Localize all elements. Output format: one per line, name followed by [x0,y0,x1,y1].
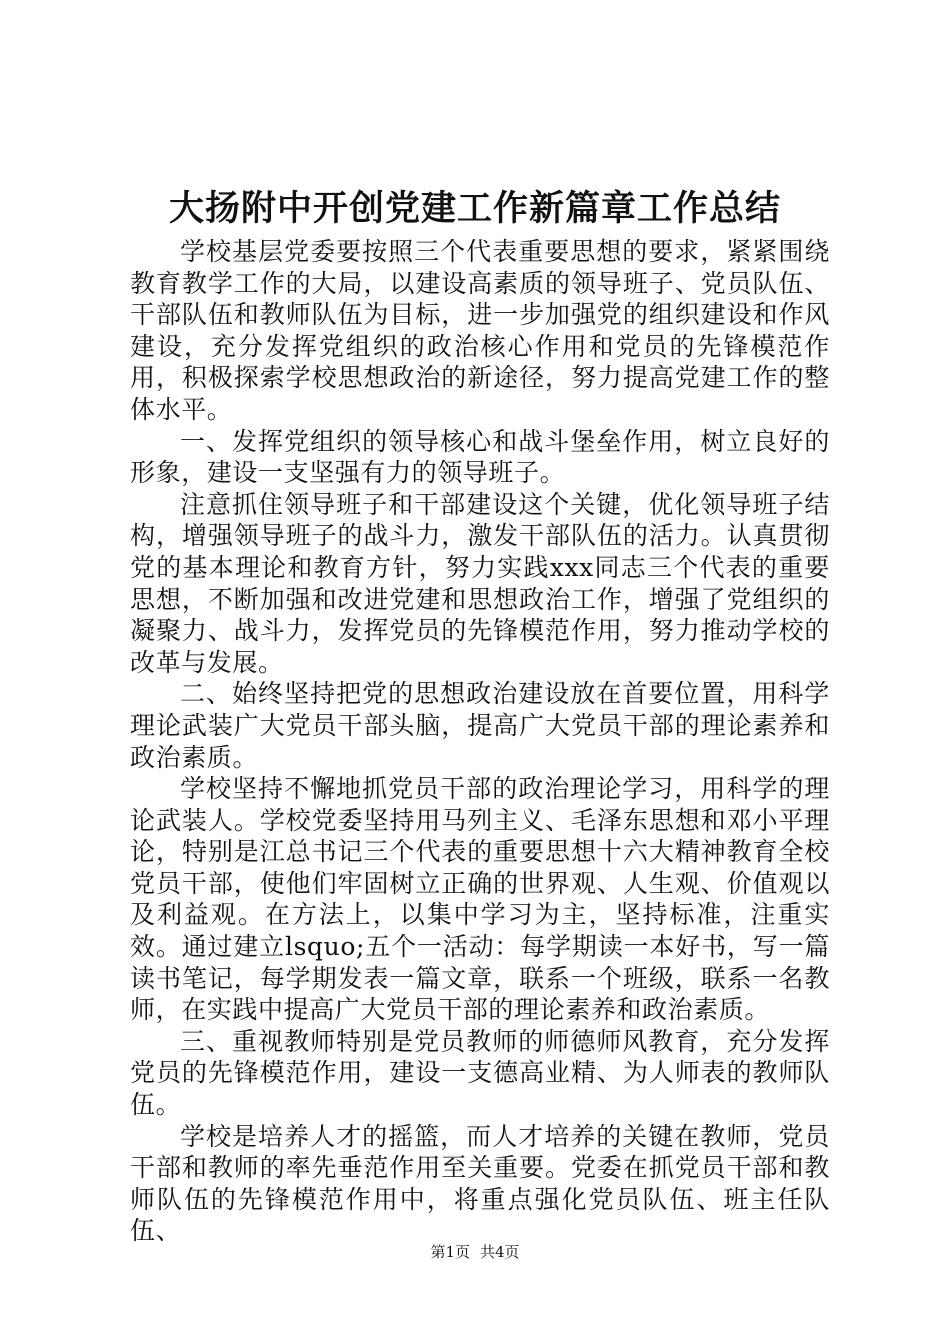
page-total: 共4页 [480,1243,520,1261]
paragraph-section-2: 学校坚持不懈地抓党员干部的政治理论学习，用科学的理论武装人。学校党委坚持用马列主义、毛泽东思想和邓小平理论，特别是江总书记三个代表的重要思想十六大精神教育全校党员干部，使他们牢固树立正确的世界观、人生观、价值观以及利益观。在方法上，以集中学习为主，坚持标准，注重实效。通过建立lsquo;五个一活动：每学期读一本好书，写一篇读书笔记，每学期发表一篇文章，联系一个班级，联系一名教师，在实践中提高广大党员干部的理论素养和政治素质。 [130,774,830,1025]
section-heading-1: 一、发挥党组织的领导核心和战斗堡垒作用，树立良好的形象，建设一支坚强有力的领导班子。 [130,426,830,488]
section-heading-3: 三、重视教师特别是党员教师的师德师风教育，充分发挥党员的先锋模范作用，建设一支德高业精、为人师表的教师队伍。 [130,1026,830,1120]
paragraph-intro: 学校基层党委要按照三个代表重要思想的要求，紧紧围绕教育教学工作的大局，以建设高素质的领导班子、党员队伍、干部队伍和教师队伍为目标，进一步加强党的组织建设和作风建设，充分发挥党组织的政治核心作用和党员的先锋模范作用，积极探索学校思想政治的新途径，努力提高党建工作的整体水平。 [130,237,830,424]
document-body [130,236,830,1247]
paragraph-section-3: 学校是培养人才的摇篮，而人才培养的关键在教师，党员干部和教师的率先垂范作用至关重要。党委在抓党员干部和教师队伍的先锋模范作用中，将重点强化党员队伍、班主任队伍、 [130,1121,830,1246]
page-number: 第1页 [430,1243,470,1261]
page-footer [0,1242,950,1262]
document-title: 大扬附中开创党建工作新篇章工作总结 [168,189,781,229]
paragraph-section-1: 注意抓住领导班子和干部建设这个关键，优化领导班子结构，增强领导班子的战斗力，激发干部队伍的活力。认真贯彻党的基本理论和教育方针，努力实践xxx同志三个代表的重要思想，不断加强和改进党建和思想政治工作，增强了党组织的凝聚力、战斗力，发挥党员的先锋模范作用，努力推动学校的改革与发展。 [130,489,830,677]
section-heading-2: 二、始终坚持把党的思想政治建设放在首要位置，用科学理论武装广大党员干部头脑，提高广大党员干部的理论素养和政治素质。 [130,679,830,772]
